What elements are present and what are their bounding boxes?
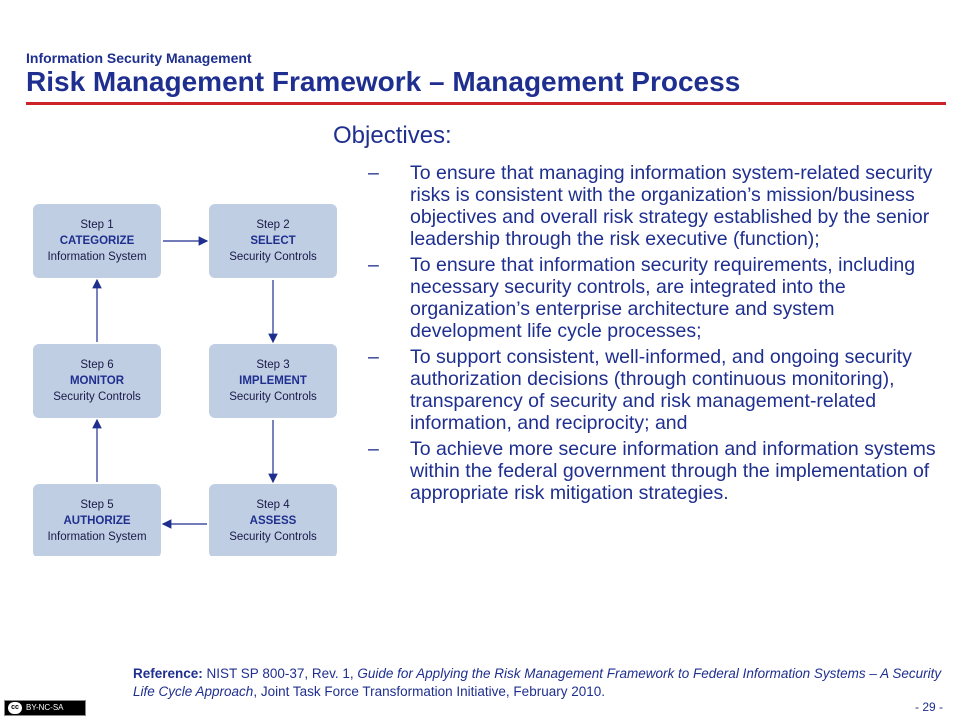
reference-label: Reference: [133,666,203,681]
objective-text: To support consistent, well-informed, and ongoing security authorization decisions (through continuous monitoring), transparency of security and risk management-related information, and reciprocity; and [410,346,912,434]
reference-note [133,665,943,701]
step-4-number: Step 4 [256,499,290,511]
step-2-number: Step 2 [256,219,290,231]
creative-commons-icon: cc [8,702,22,714]
step-1-object: Information System [47,251,147,263]
license-badge[interactable] [4,700,86,716]
objective-text: To ensure that information security requirements, including necessary security controls, are integrated into the organization’s enterprise architecture and system development life cycle processes; [410,254,916,342]
list-dash: – [368,162,379,184]
subtitle: Information Security Management [26,50,252,66]
rmf-diagram [25,196,345,556]
step-4-name: ASSESS [249,515,297,527]
step-6-object: Security Controls [53,391,141,403]
list-dash: – [368,438,379,460]
step-3-object: Security Controls [229,391,317,403]
objectives-heading: Objectives: [333,122,452,149]
step-1-box [33,204,161,278]
objective-item [368,162,938,250]
step-5-object: Information System [47,531,147,543]
title-rule [26,102,946,105]
step-4-object: Security Controls [229,531,317,543]
page-title: Risk Management Framework – Management Process [26,66,741,97]
step-3-number: Step 3 [256,359,290,371]
step-3-box [209,344,337,418]
objective-item [368,254,938,342]
list-dash: – [368,346,379,368]
step-4-box [209,484,337,556]
step-6-number: Step 6 [80,359,114,371]
step-5-name: AUTHORIZE [63,515,131,527]
step-6-box [33,344,161,418]
objective-text: To achieve more secure information and information systems within the federal government through the implementation of appropriate risk mitigation strategies. [410,438,936,504]
list-dash: – [368,254,379,276]
reference-publisher: , Joint Task Force Transformation Initiative, February 2010. [253,684,605,699]
license-text: BY-NC-SA [26,703,64,712]
step-3-name: IMPLEMENT [239,375,307,387]
step-2-box [209,204,337,278]
step-1-number: Step 1 [80,219,114,231]
step-5-box [33,484,161,556]
objective-item [368,438,938,504]
step-2-object: Security Controls [229,251,317,263]
objectives-list [368,162,938,508]
step-1-name: CATEGORIZE [59,235,135,247]
reference-title: Guide for Applying the Risk Management Framework to Federal Information Systems – A Security Life Cycle Approach [133,666,942,699]
step-6-name: MONITOR [69,375,125,387]
objective-text: To ensure that managing information system-related security risks is consistent with the organization’s mission/business objectives and overall risk strategy established by the senior leadership through the risk executive (function); [410,162,933,250]
step-5-number: Step 5 [80,499,114,511]
objective-item [368,346,938,434]
reference-source: NIST SP 800-37, Rev. 1, [206,666,354,681]
step-2-name: SELECT [250,235,296,247]
page-number: - 29 - [915,700,944,714]
